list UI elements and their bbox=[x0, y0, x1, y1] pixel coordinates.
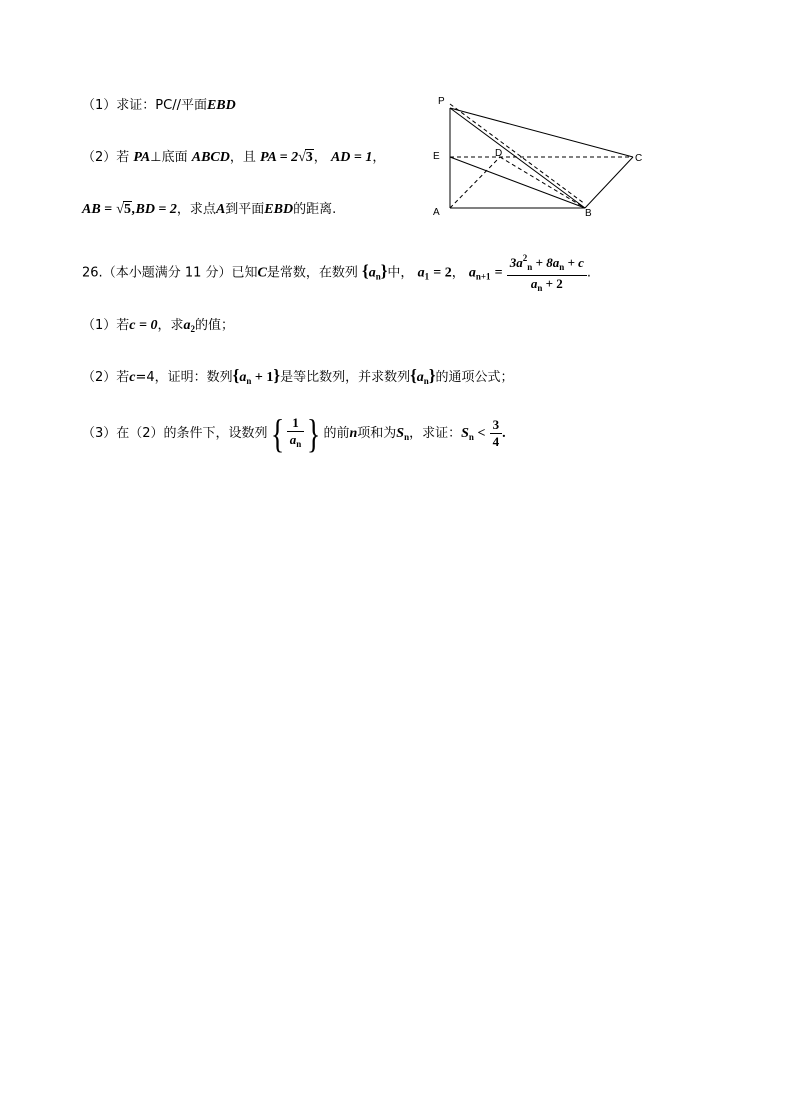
p26-part3: （3）在（2）的条件下，设数列{ $\frac{1}{a_n}$ } 的前n项和为$S_n$，求证：$S_n$ < $\frac{3}{4}$ . bbox=[82, 410, 506, 456]
p25-sqrt5: 5 bbox=[123, 202, 131, 217]
p26-number: 26. bbox=[82, 265, 103, 281]
p25-comma2: ， bbox=[313, 150, 327, 165]
p25-point-a: A bbox=[215, 202, 226, 217]
p26-part1 bbox=[82, 316, 234, 339]
p25-part1-text: PC//平面 bbox=[155, 98, 207, 113]
p26-part2-tail: 的通项公式； bbox=[435, 370, 514, 385]
edge-ad-dashed bbox=[450, 157, 500, 208]
p25-bd-eq: ,BD = 2 bbox=[131, 202, 177, 217]
p26-part3-n: n bbox=[349, 426, 358, 441]
p25-part2-label: （2）若 bbox=[82, 150, 130, 165]
p26-fraction bbox=[507, 250, 587, 296]
p25-tail3: 的距离. bbox=[293, 202, 337, 217]
p26-part1-tail: 的值； bbox=[195, 318, 235, 333]
p25-part1-label: （1）求证： bbox=[82, 98, 156, 113]
p26-intro3: 中， bbox=[387, 265, 414, 281]
label-d: D bbox=[495, 148, 503, 159]
p26-intro2: 是常数，在数列 bbox=[266, 265, 358, 281]
p26-part1-a2-sub: 2 bbox=[190, 324, 195, 334]
p26-frac-num: $3a^2_n + 8a_n + c$ bbox=[507, 250, 587, 276]
p25-tail2: 到平面 bbox=[225, 202, 265, 217]
p26-part3-lt: < bbox=[473, 426, 486, 441]
p25-part1-plane: EBD bbox=[206, 98, 236, 113]
label-b: B bbox=[585, 208, 592, 219]
edge-db-dashed bbox=[500, 157, 585, 208]
p26-a1-eq: = 2 bbox=[433, 265, 452, 281]
p26-part3-bound: $\frac{3}{4}$ bbox=[490, 417, 503, 450]
p26-seq-brace: { bbox=[362, 261, 369, 281]
p26-part2-val: =4，证明：数列 bbox=[135, 370, 233, 385]
p25-sqrt-sign: √ bbox=[298, 150, 306, 165]
p26-part1-label: （1）若 bbox=[82, 318, 130, 333]
p26-part2-plus1: + 1 bbox=[251, 370, 274, 385]
p26-part3-s2: S bbox=[461, 426, 469, 441]
p25-comma1: ，且 bbox=[229, 150, 256, 165]
p26-a1-sub: 1 bbox=[424, 271, 430, 282]
label-a: A bbox=[433, 207, 440, 218]
p26-header: 26.（本小题满分 11 分）已知C是常数，在数列 $\{a_n\}$中， $a_1 = 2$， $a_{n+1}$ = $\frac{3a^2_n + 8a_n + c}{a_n + 2}$ . bbox=[82, 250, 591, 282]
p25-perp: ⊥底面 bbox=[150, 150, 188, 165]
edge-pc bbox=[450, 108, 633, 157]
p26-c-const: C bbox=[257, 265, 267, 281]
edge-bc bbox=[585, 157, 633, 208]
p26-eq: = bbox=[494, 265, 503, 281]
p25-sqrt5-sign: √ bbox=[116, 202, 124, 217]
p26-frac-den: $a_n + 2$ bbox=[530, 276, 563, 293]
p26-intro1: （本小题满分 11 分）已知 bbox=[102, 265, 258, 281]
p26-part3-mid1: 的前 bbox=[323, 426, 350, 441]
p25-pa: PA bbox=[133, 150, 151, 165]
p26-part3-mid3: ，求证： bbox=[409, 426, 462, 441]
p26-part3-s: S bbox=[396, 426, 405, 441]
p26-part2-c: c bbox=[129, 370, 136, 385]
edge-eb bbox=[450, 157, 585, 208]
edge-pb bbox=[450, 108, 585, 208]
p25-part2-line1 bbox=[82, 148, 385, 168]
label-p: P bbox=[438, 96, 445, 107]
p26-comma: ， bbox=[451, 265, 465, 281]
p26-a1: a bbox=[417, 265, 425, 281]
p26-an1-sub: n+1 bbox=[475, 271, 491, 282]
p26-part1-mid: ，求 bbox=[157, 318, 184, 333]
label-c: C bbox=[635, 153, 643, 164]
edge-pd-dashed bbox=[450, 104, 585, 204]
p25-ab-eq: AB = bbox=[82, 202, 113, 217]
p25-ad-eq: AD = 1 bbox=[330, 150, 373, 165]
p26-part2-mid: 是等比数列，并求数列 bbox=[280, 370, 411, 385]
geometry-figure bbox=[425, 90, 650, 220]
p26-part3-mid2: 项和为 bbox=[357, 426, 397, 441]
p26-part2-seq-a: a bbox=[239, 370, 247, 385]
p26-part2: （2）若c=4，证明：数列$\{a_n + 1\}$是等比数列，并求数列$\{a_n\}$的通项公式； bbox=[82, 366, 514, 386]
p25-sqrt3: 3 bbox=[305, 150, 313, 165]
p25-comma3: ， bbox=[372, 150, 386, 165]
p26-part3-end: . bbox=[502, 426, 506, 441]
p25-ebd: EBD bbox=[264, 202, 294, 217]
p25-pa-eq: PA = 2 bbox=[260, 150, 299, 165]
p25-part1 bbox=[82, 96, 236, 116]
p26-part1-c-eq: c = 0 bbox=[129, 318, 158, 333]
p26-part3-frac: $\frac{1}{a_n}$ bbox=[287, 415, 305, 452]
label-e: E bbox=[433, 151, 440, 162]
p26-period: . bbox=[586, 265, 592, 281]
p26-part2-label: （2）若 bbox=[82, 370, 130, 385]
p26-seq-sub: n bbox=[375, 271, 381, 282]
p26-an1: a bbox=[468, 265, 476, 281]
p26-part1-a2: a bbox=[183, 318, 191, 333]
p26-part2-seq2-a: a bbox=[416, 370, 424, 385]
p25-part2-line2 bbox=[82, 200, 336, 220]
p25-abcd: ABCD bbox=[191, 150, 230, 165]
p26-part3-label: （3）在（2）的条件下，设数列 bbox=[82, 426, 268, 441]
p26-seq-a: a bbox=[368, 265, 376, 281]
p25-tail1: ，求点 bbox=[176, 202, 216, 217]
